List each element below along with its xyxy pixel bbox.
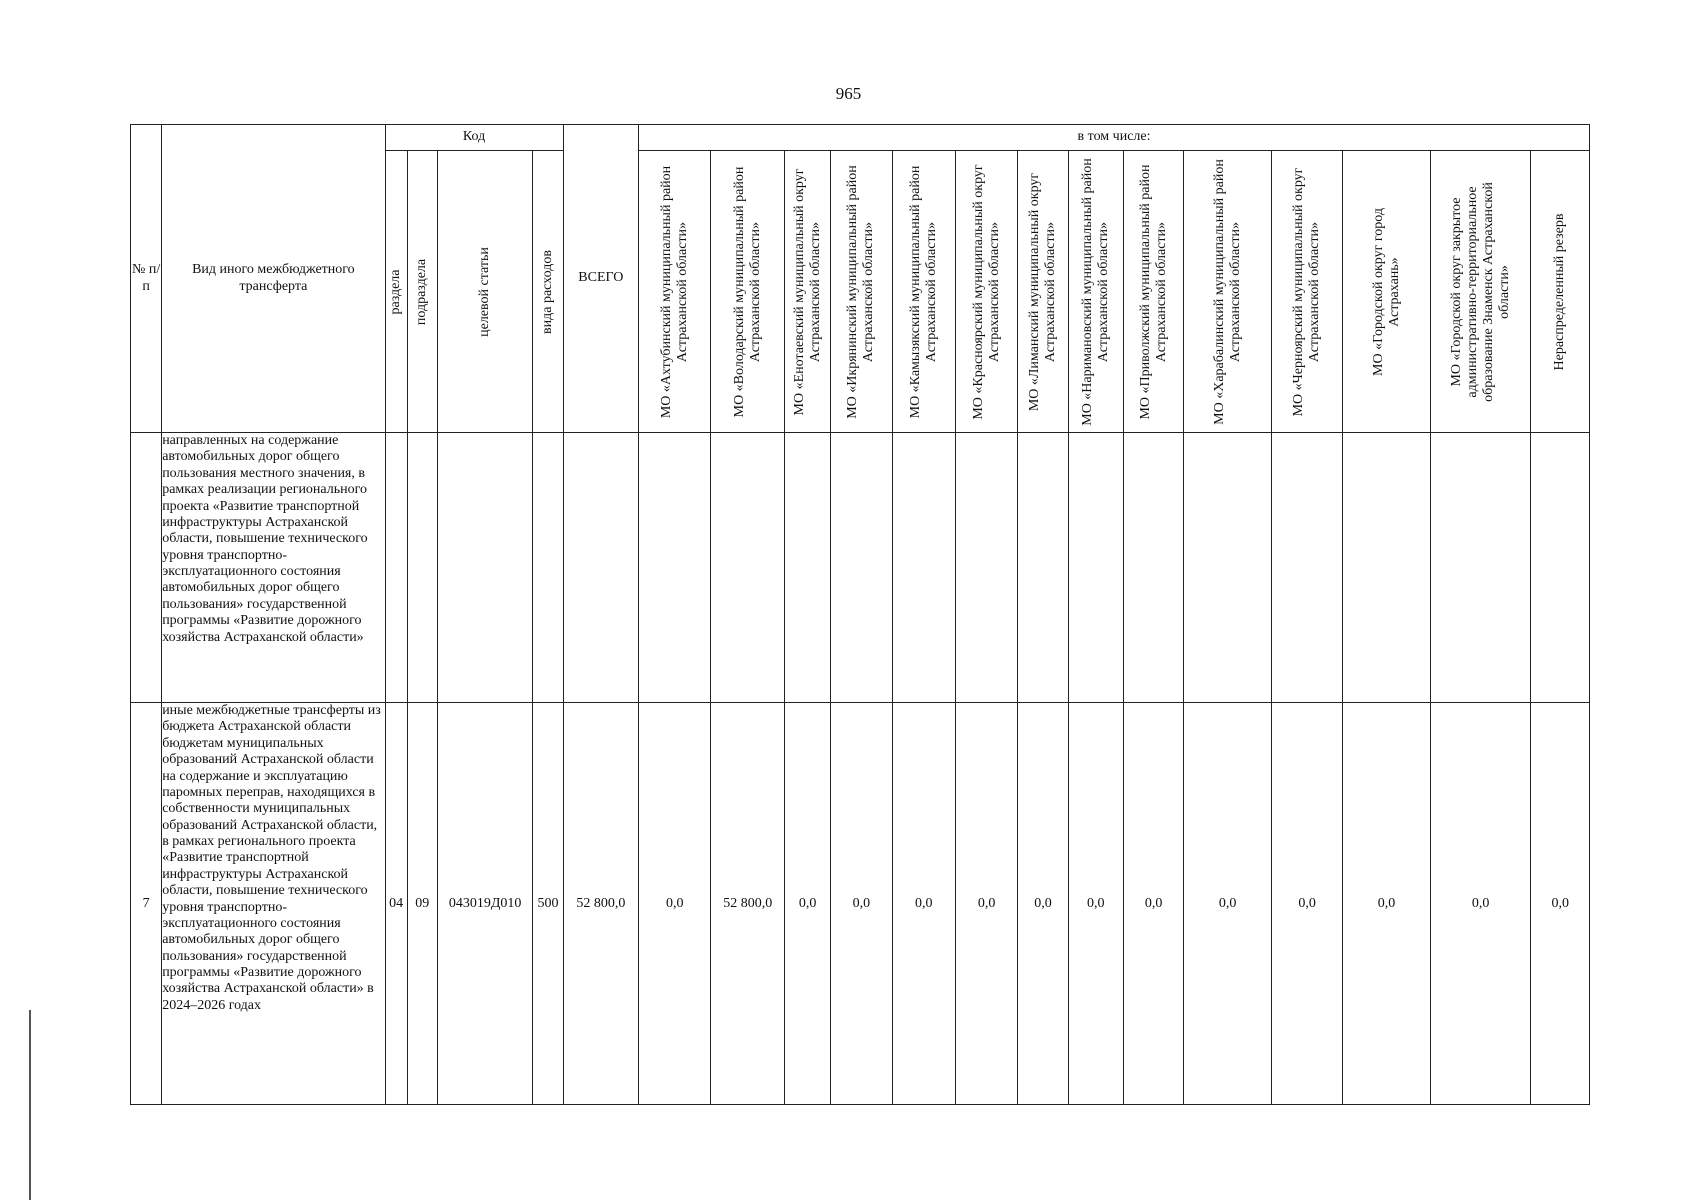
row-value: 0,0 [955,703,1017,1105]
row-value: 0,0 [1018,703,1068,1105]
header-recipient-8: МО «Наримановский муниципальный район Астраханской области» [1068,151,1123,433]
row-value: 0,0 [1430,703,1531,1105]
row-value: 0,0 [784,703,830,1105]
row-target [437,433,533,703]
row-value: 52 800,0 [711,703,784,1105]
header-recipient-2: МО «Володарский муниципальный район Астраханской области» [711,151,784,433]
header-num: № п/п [131,125,162,433]
header-name: Вид иного межбюджетного трансферта [162,125,385,433]
row-value [955,433,1017,703]
header-code-target: целевой статьи [437,151,533,433]
row-value: 0,0 [1068,703,1123,1105]
table-row [131,703,1590,1105]
row-description: иные межбюджетные трансферты из бюджета Астраханской области бюджетам муниципальных образований Астраханской области на содержание и эксплуатацию паромных переправ, находящихся в собственности муниципальных образований Астраханской области, в рамках регионального проекта «Развитие транспортной инфраструктуры Астраханской области, повышение технического уровня транспортно-эксплуатационного состояния автомобильных дорог общего пользования» государственной программы «Развитие дорожного хозяйства Астраханской области» в 2024–2026 годах [162,703,385,1105]
row-value [1343,433,1431,703]
row-total [563,433,638,703]
row-razdel: 04 [385,703,407,1105]
row-value [1430,433,1531,703]
row-podrazdel [407,433,437,703]
row-value: 0,0 [892,703,955,1105]
header-row-top [131,125,1590,151]
table-row [131,433,1590,703]
row-expense-type: 500 [533,703,563,1105]
header-recipient-4: МО «Икрянинский муниципальный район Астраханской области» [831,151,892,433]
header-total: ВСЕГО [563,125,638,433]
row-target: 043019Д010 [437,703,533,1105]
page-number: 965 [835,84,862,103]
row-total: 52 800,0 [563,703,638,1105]
row-value: 0,0 [1531,703,1590,1105]
header-code-expense-type: вида расходов [533,151,563,433]
header-recipient-10: МО «Харабалинский муниципальный район Астраханской области» [1184,151,1272,433]
header-recipient-7: МО «Лиманский муниципальный округ Астраханской области» [1018,151,1068,433]
row-value [639,433,711,703]
row-value: 0,0 [639,703,711,1105]
header-recipient-1: МО «Ахтубинский муниципальный район Астраханской области» [639,151,711,433]
row-razdel [385,433,407,703]
row-value: 0,0 [1271,703,1342,1105]
header-recipient-3: МО «Енотаевский муниципальный округ Астраханской области» [784,151,830,433]
row-value [831,433,892,703]
header-code-podrazdel: подраздела [407,151,437,433]
margin-line [29,1010,31,1200]
row-num: 7 [131,703,162,1105]
row-podrazdel: 09 [407,703,437,1105]
header-code: Код [385,125,563,151]
row-value [1271,433,1342,703]
header-recipient-9: МО «Приволжский муниципальный район Астраханской области» [1123,151,1183,433]
row-expense-type [533,433,563,703]
row-description: направленных на содержание автомобильных дорог общего пользования местного значения, в рамках реализации регионального проекта «Развитие транспортной инфраструктуры Астраханской области, повышение технического уровня транспортно-эксплуатационного состояния автомобильных дорог общего пользования» государственной программы «Развитие дорожного хозяйства Астраханской области» [162,433,385,703]
header-recipient-11: МО «Черноярский муниципальный округ Астраханской области» [1271,151,1342,433]
row-value: 0,0 [1184,703,1272,1105]
row-value: 0,0 [831,703,892,1105]
row-value [1531,433,1590,703]
row-value [784,433,830,703]
row-value [1068,433,1123,703]
row-value: 0,0 [1343,703,1431,1105]
transfer-table [130,124,1590,1105]
row-num [131,433,162,703]
header-recipient-6: МО «Красноярский муниципальный округ Астраханской области» [955,151,1017,433]
row-value [892,433,955,703]
row-value: 0,0 [1123,703,1183,1105]
header-recipient-13: МО «Городской округ закрытое административно-территориальное образование Знаменск Астраханской области» [1430,151,1531,433]
row-value [1184,433,1272,703]
header-code-razdel: раздела [385,151,407,433]
row-value [1018,433,1068,703]
header-recipient-12: МО «Городской округ город Астрахань» [1343,151,1431,433]
header-including: в том числе: [639,125,1590,151]
row-value [711,433,784,703]
header-recipient-14: Нераспределенный резерв [1531,151,1590,433]
header-recipient-5: МО «Камызякский муниципальный район Астраханской области» [892,151,955,433]
row-value [1123,433,1183,703]
